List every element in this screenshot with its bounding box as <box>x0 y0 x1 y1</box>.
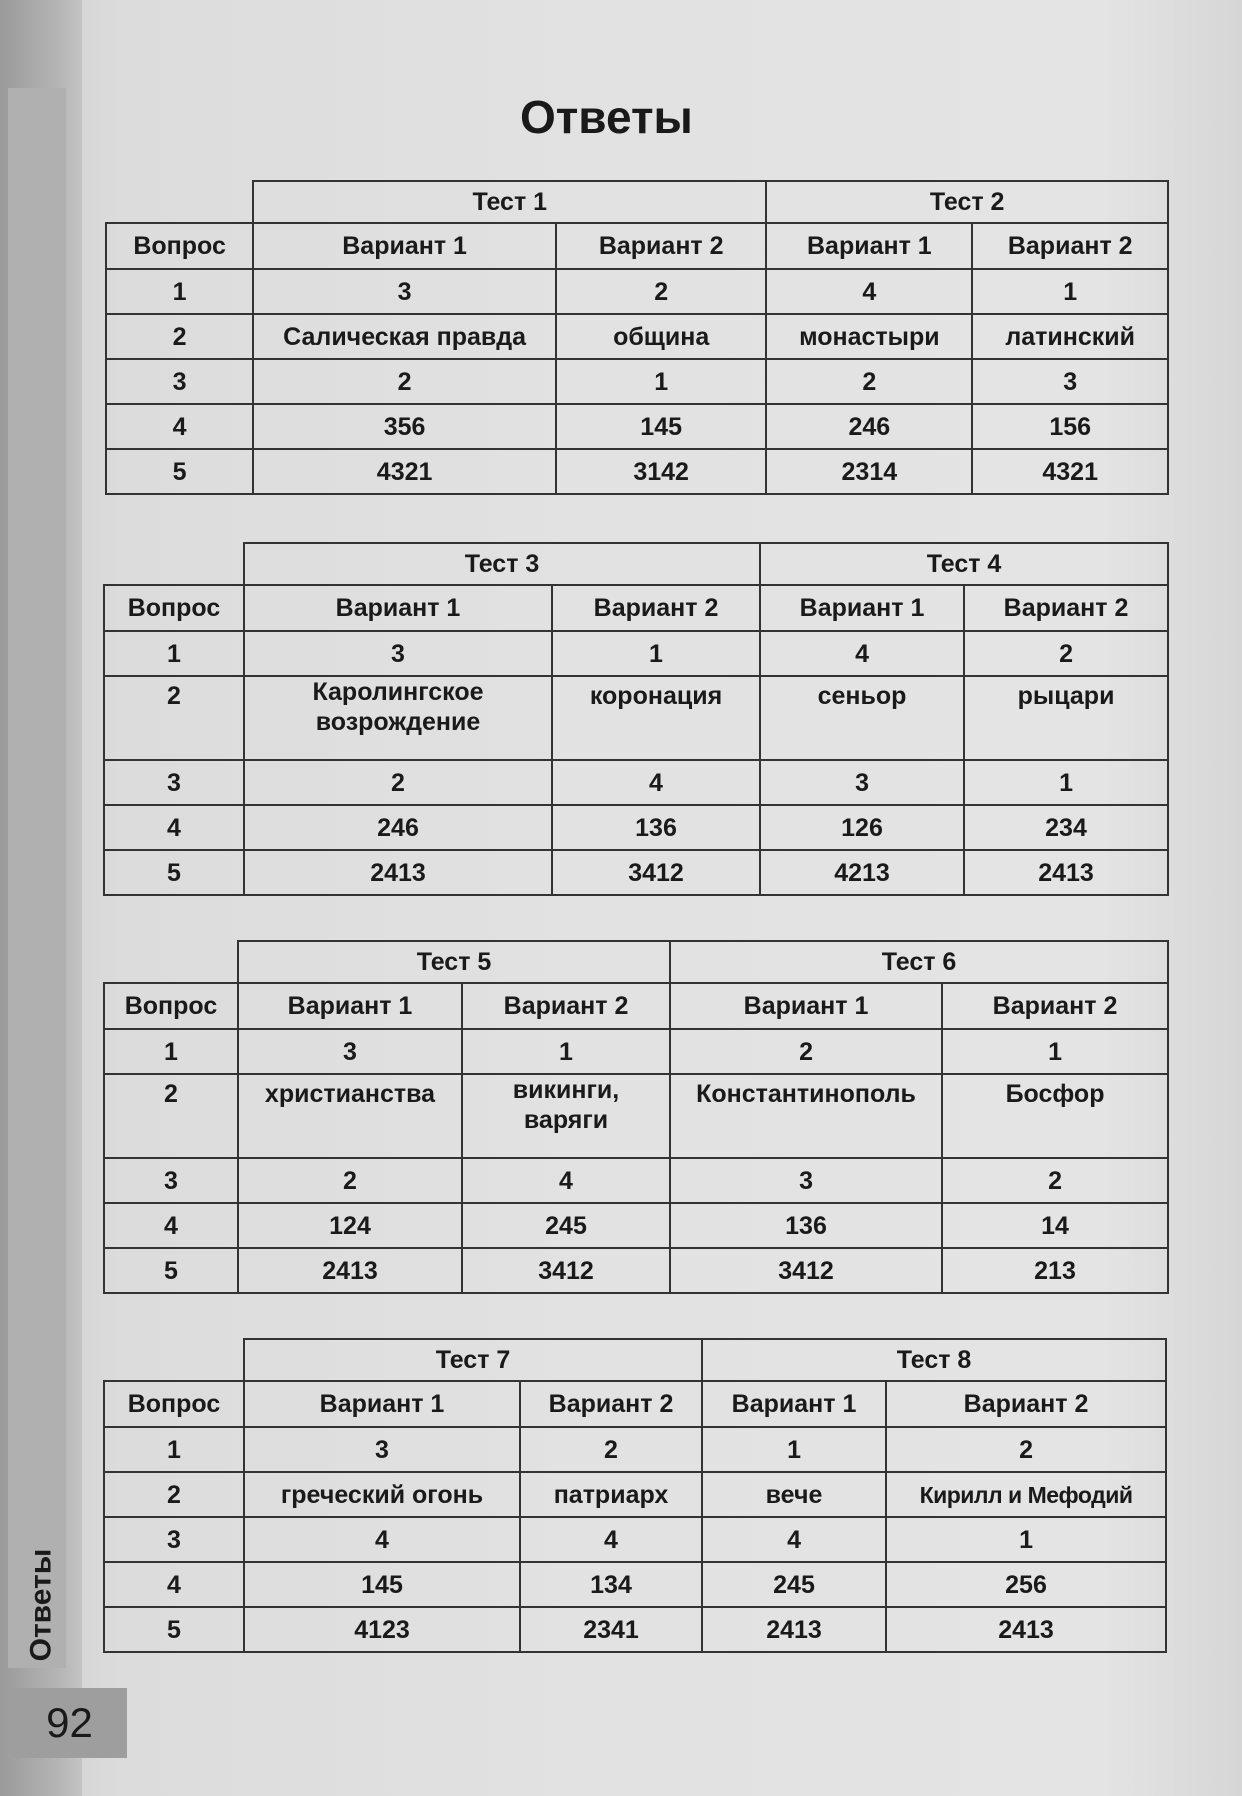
answer-cell: 4321 <box>253 449 556 494</box>
answer-cell: 2 <box>244 760 552 805</box>
column-header-variant: Вариант 2 <box>942 983 1168 1029</box>
question-number: 2 <box>106 314 253 359</box>
answer-cell: 4123 <box>244 1607 520 1652</box>
column-header-variant: Вариант 1 <box>238 983 462 1029</box>
answer-cell: 4 <box>244 1517 520 1562</box>
test-header: Тест 1 <box>253 181 766 223</box>
answer-cell: 4321 <box>972 449 1168 494</box>
answer-cell: 2 <box>766 359 972 404</box>
answer-cell: 3 <box>253 269 556 314</box>
answer-cell: 2 <box>520 1427 702 1472</box>
question-number: 1 <box>104 1427 244 1472</box>
answer-cell: 4 <box>702 1517 886 1562</box>
table-row <box>104 1248 1168 1293</box>
answer-cell: 136 <box>670 1203 942 1248</box>
answer-cell: коронация <box>552 676 760 760</box>
answer-cell: 3412 <box>552 850 760 895</box>
test-header: Тест 2 <box>766 181 1168 223</box>
column-header-variant: Вариант 1 <box>766 223 972 269</box>
question-number: 4 <box>106 404 253 449</box>
question-number: 1 <box>104 631 244 676</box>
answer-cell: 126 <box>760 805 964 850</box>
table-row <box>104 760 1168 805</box>
answer-cell: патриарх <box>520 1472 702 1517</box>
question-number: 2 <box>104 676 244 760</box>
table-row <box>104 676 1168 760</box>
column-header-variant: Вариант 1 <box>760 585 964 631</box>
answer-cell: христианства <box>238 1074 462 1158</box>
answer-cell: 246 <box>244 805 552 850</box>
question-number: 3 <box>104 1517 244 1562</box>
answer-cell: латинский <box>972 314 1168 359</box>
question-number: 2 <box>104 1074 238 1158</box>
test-header: Тест 7 <box>244 1339 702 1381</box>
column-header-variant: Вариант 1 <box>244 585 552 631</box>
answer-cell: 14 <box>942 1203 1168 1248</box>
table-row <box>104 631 1168 676</box>
column-header-question: Вопрос <box>104 585 244 631</box>
side-section-label-text: Ответы <box>24 1548 57 1662</box>
page-margin-strip <box>0 0 82 1796</box>
answer-cell: 3 <box>670 1158 942 1203</box>
question-number: 1 <box>104 1029 238 1074</box>
answer-cell: 2413 <box>244 850 552 895</box>
question-number: 4 <box>104 805 244 850</box>
answer-cell: 1 <box>886 1517 1166 1562</box>
answer-cell: 234 <box>964 805 1168 850</box>
answer-cell: викинги, варяги <box>462 1074 670 1158</box>
column-header-variant: Вариант 2 <box>556 223 766 269</box>
answer-table-4 <box>103 1338 1167 1653</box>
answer-cell: 3412 <box>462 1248 670 1293</box>
answer-cell: 1 <box>942 1029 1168 1074</box>
column-header-variant: Вариант 1 <box>670 983 942 1029</box>
column-header-question: Вопрос <box>104 983 238 1029</box>
column-header-variant: Вариант 2 <box>552 585 760 631</box>
column-header-variant: Вариант 2 <box>520 1381 702 1427</box>
answer-cell: 245 <box>462 1203 670 1248</box>
answer-cell: вече <box>702 1472 886 1517</box>
question-number: 3 <box>104 1158 238 1203</box>
column-header-variant: Вариант 1 <box>702 1381 886 1427</box>
answer-cell: сеньор <box>760 676 964 760</box>
question-number: 5 <box>106 449 253 494</box>
answer-cell: 256 <box>886 1562 1166 1607</box>
answer-table-3 <box>103 940 1169 1294</box>
answer-cell: 124 <box>238 1203 462 1248</box>
table-row <box>106 449 1168 494</box>
answer-cell: 245 <box>702 1562 886 1607</box>
answer-cell: 2 <box>556 269 766 314</box>
answer-cell: 1 <box>556 359 766 404</box>
answer-cell: 1 <box>552 631 760 676</box>
table-row <box>106 269 1168 314</box>
answer-cell: 3412 <box>670 1248 942 1293</box>
table-row <box>106 314 1168 359</box>
table-row <box>104 1517 1166 1562</box>
answer-table-1 <box>105 180 1169 495</box>
answer-cell: 3 <box>238 1029 462 1074</box>
test-header: Тест 5 <box>238 941 670 983</box>
answer-cell: 4 <box>552 760 760 805</box>
question-number: 1 <box>106 269 253 314</box>
table-row <box>104 1562 1166 1607</box>
table-row <box>104 1203 1168 1248</box>
column-header-variant: Вариант 2 <box>462 983 670 1029</box>
answer-cell: рыцари <box>964 676 1168 760</box>
answer-cell: 2 <box>886 1427 1166 1472</box>
answer-cell: 2341 <box>520 1607 702 1652</box>
column-header-variant: Вариант 2 <box>972 223 1168 269</box>
side-section-label <box>16 1530 66 1680</box>
answer-cell: 2 <box>670 1029 942 1074</box>
answer-cell: Босфор <box>942 1074 1168 1158</box>
answer-cell: 3 <box>972 359 1168 404</box>
answer-cell: Кирилл и Мефодий <box>886 1472 1166 1517</box>
question-number: 4 <box>104 1562 244 1607</box>
table-row <box>104 1158 1168 1203</box>
answer-cell: греческий огонь <box>244 1472 520 1517</box>
answer-cell: 3 <box>244 631 552 676</box>
answer-cell: 2 <box>964 631 1168 676</box>
answer-cell: 3142 <box>556 449 766 494</box>
answer-cell: 2 <box>238 1158 462 1203</box>
answer-cell: монастыри <box>766 314 972 359</box>
answer-cell: Каролингское возрождение <box>244 676 552 760</box>
table-row <box>104 1029 1168 1074</box>
answer-cell: 2413 <box>702 1607 886 1652</box>
test-header: Тест 6 <box>670 941 1168 983</box>
table-row <box>104 850 1168 895</box>
answer-cell: 356 <box>253 404 556 449</box>
answer-cell: 4 <box>760 631 964 676</box>
table-row <box>104 1427 1166 1472</box>
answer-cell: 1 <box>702 1427 886 1472</box>
table-row <box>104 1472 1166 1517</box>
question-number: 5 <box>104 1248 238 1293</box>
answer-cell: 2413 <box>238 1248 462 1293</box>
table-row <box>106 404 1168 449</box>
question-number: 3 <box>104 760 244 805</box>
question-number: 2 <box>104 1472 244 1517</box>
answer-cell: 3 <box>760 760 964 805</box>
table-row <box>104 1607 1166 1652</box>
question-number: 5 <box>104 850 244 895</box>
answer-cell: 2413 <box>886 1607 1166 1652</box>
answer-cell: 145 <box>556 404 766 449</box>
page-number: 92 <box>12 1688 127 1758</box>
answer-cell: община <box>556 314 766 359</box>
answer-cell: 4 <box>520 1517 702 1562</box>
answer-cell: 2413 <box>964 850 1168 895</box>
answer-cell: 2 <box>942 1158 1168 1203</box>
answer-cell: 4 <box>766 269 972 314</box>
page-title: Ответы <box>520 91 693 143</box>
column-header-variant: Вариант 2 <box>964 585 1168 631</box>
column-header-question: Вопрос <box>104 1381 244 1427</box>
answer-table-2 <box>103 542 1169 896</box>
answer-cell: 1 <box>964 760 1168 805</box>
answer-cell: 134 <box>520 1562 702 1607</box>
answer-cell: 136 <box>552 805 760 850</box>
column-header-variant: Вариант 2 <box>886 1381 1166 1427</box>
column-header-question: Вопрос <box>106 223 253 269</box>
answer-cell: 246 <box>766 404 972 449</box>
answer-cell: Константинополь <box>670 1074 942 1158</box>
answer-cell: Салическая правда <box>253 314 556 359</box>
answer-cell: 4213 <box>760 850 964 895</box>
margin-tab <box>8 88 66 1668</box>
answer-cell: 156 <box>972 404 1168 449</box>
table-row <box>104 1074 1168 1158</box>
column-header-variant: Вариант 1 <box>253 223 556 269</box>
question-number: 3 <box>106 359 253 404</box>
answer-cell: 2314 <box>766 449 972 494</box>
test-header: Тест 4 <box>760 543 1168 585</box>
column-header-variant: Вариант 1 <box>244 1381 520 1427</box>
answer-cell: 145 <box>244 1562 520 1607</box>
answer-cell: 3 <box>244 1427 520 1472</box>
test-header: Тест 8 <box>702 1339 1166 1381</box>
answer-cell: 1 <box>972 269 1168 314</box>
question-number: 4 <box>104 1203 238 1248</box>
answer-cell: 4 <box>462 1158 670 1203</box>
table-row <box>106 359 1168 404</box>
test-header: Тест 3 <box>244 543 760 585</box>
answer-cell: 213 <box>942 1248 1168 1293</box>
table-row <box>104 805 1168 850</box>
answer-cell: 2 <box>253 359 556 404</box>
answer-cell: 1 <box>462 1029 670 1074</box>
question-number: 5 <box>104 1607 244 1652</box>
